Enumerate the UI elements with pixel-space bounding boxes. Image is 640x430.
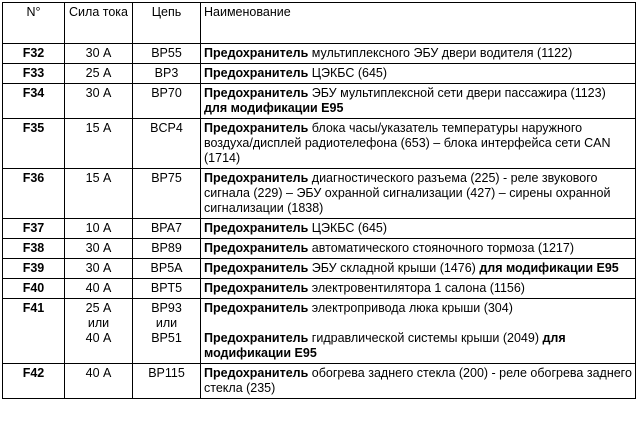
table-row xyxy=(3,259,636,279)
fuse-label: Предохранитель xyxy=(204,241,309,255)
fuse-detail: ЭБУ мультиплексной сети двери пассажира (1123) xyxy=(308,86,606,100)
fuse-description xyxy=(201,219,636,239)
fuse-circuit: BP75 xyxy=(133,169,201,219)
table-header-row xyxy=(3,3,636,44)
header-circuit: Цепь xyxy=(133,3,201,44)
fuse-current: 30 А xyxy=(65,84,133,119)
fuse-label: Предохранитель xyxy=(204,281,309,295)
fuse-current-option-a: 25 А xyxy=(85,301,112,315)
fuse-description xyxy=(201,259,636,279)
fuse-circuit: BCP4 xyxy=(133,119,201,169)
table-row-f42 xyxy=(3,364,636,399)
fuse-description xyxy=(201,364,636,399)
fuse-description xyxy=(201,84,636,119)
fuse-description xyxy=(201,239,636,259)
fuse-label: Предохранитель xyxy=(204,121,309,135)
fuse-number: F38 xyxy=(3,239,65,259)
fuse-description-b xyxy=(204,331,632,361)
fuse-current: 30 А xyxy=(65,44,133,64)
fuse-description xyxy=(201,279,636,299)
fuse-current xyxy=(65,299,133,364)
fuse-detail: электропривода люка крыши (304) xyxy=(308,301,513,315)
table-row xyxy=(3,239,636,259)
fuse-circuit-option-a: BP93 xyxy=(151,301,182,315)
fuse-description xyxy=(201,44,636,64)
fuse-description xyxy=(201,119,636,169)
header-number: N° xyxy=(3,3,65,44)
fuse-current: 10 А xyxy=(65,219,133,239)
fuse-number: F39 xyxy=(3,259,65,279)
fuse-circuit: BP3 xyxy=(133,64,201,84)
table-row xyxy=(3,64,636,84)
table-row xyxy=(3,169,636,219)
fuse-number: F34 xyxy=(3,84,65,119)
fuse-detail: обогрева заднего стекла (200) - реле обогрева заднего стекла (235) xyxy=(204,366,632,395)
fuse-modification: для модификации E95 xyxy=(204,101,344,115)
fuse-current-option-b: 40 А xyxy=(85,331,112,345)
fuse-current: 40 А xyxy=(65,279,133,299)
fuse-number: F32 xyxy=(3,44,65,64)
fuse-number: F40 xyxy=(3,279,65,299)
table-row xyxy=(3,44,636,64)
fuse-current: 40 А xyxy=(65,364,133,399)
fuse-number: F36 xyxy=(3,169,65,219)
fuse-current: 30 А xyxy=(65,239,133,259)
fuse-circuit: BPT5 xyxy=(133,279,201,299)
fuse-circuit xyxy=(133,299,201,364)
table-row-f41 xyxy=(3,299,636,364)
fuse-table xyxy=(2,2,636,399)
header-name: Наименование xyxy=(201,3,636,44)
fuse-circuit: BP70 xyxy=(133,84,201,119)
fuse-description xyxy=(201,169,636,219)
fuse-label: Предохранитель xyxy=(204,221,309,235)
fuse-label: Предохранитель xyxy=(204,46,309,60)
fuse-detail: блока часы/указатель температуры наружного воздуха/дисплей радиотелефона (653) – блока интерфейса сети CAN (1714) xyxy=(204,121,611,165)
fuse-label: Предохранитель xyxy=(204,301,309,315)
fuse-description-a xyxy=(204,301,632,316)
fuse-detail: ЦЭКБС (645) xyxy=(308,66,388,80)
fuse-current: 30 А xyxy=(65,259,133,279)
fuse-current: 15 А xyxy=(65,169,133,219)
fuse-circuit: BP5A xyxy=(133,259,201,279)
table-row xyxy=(3,279,636,299)
fuse-detail: мультиплексного ЭБУ двери водителя (1122) xyxy=(308,46,573,60)
fuse-circuit-option-b: BP51 xyxy=(151,331,182,345)
fuse-circuit-or: или xyxy=(155,316,178,330)
fuse-label: Предохранитель xyxy=(204,366,309,380)
fuse-description xyxy=(201,64,636,84)
spacer xyxy=(204,316,632,331)
fuse-detail: ЭБУ складной крыши (1476) xyxy=(308,261,480,275)
fuse-description xyxy=(201,299,636,364)
table-row xyxy=(3,119,636,169)
fuse-circuit: BP115 xyxy=(133,364,201,399)
fuse-modification: для модификации E95 xyxy=(204,331,566,360)
fuse-label: Предохранитель xyxy=(204,171,309,185)
fuse-number: F35 xyxy=(3,119,65,169)
fuse-label: Предохранитель xyxy=(204,86,309,100)
fuse-detail: диагностического разъема (225) - реле звукового сигнала (229) – ЭБУ охранной сигнализации (427) – сирены охранной сигнализации (1838) xyxy=(204,171,611,215)
fuse-current: 25 А xyxy=(65,64,133,84)
fuse-detail: автоматического стояночного тормоза (1217) xyxy=(308,241,574,255)
fuse-number: F37 xyxy=(3,219,65,239)
fuse-number: F42 xyxy=(3,364,65,399)
fuse-detail: гидравлической системы крыши (2049) xyxy=(308,331,543,345)
fuse-modification: для модификации E95 xyxy=(479,261,619,275)
fuse-label: Предохранитель xyxy=(204,331,309,345)
fuse-detail: ЦЭКБС (645) xyxy=(308,221,388,235)
fuse-current: 15 А xyxy=(65,119,133,169)
fuse-number: F33 xyxy=(3,64,65,84)
fuse-circuit: BPA7 xyxy=(133,219,201,239)
table-row xyxy=(3,219,636,239)
fuse-detail: электровентилятора 1 салона (1156) xyxy=(308,281,525,295)
fuse-current-or: или xyxy=(87,316,110,330)
fuse-circuit: BP55 xyxy=(133,44,201,64)
table-row xyxy=(3,84,636,119)
fuse-number: F41 xyxy=(3,299,65,364)
fuse-label: Предохранитель xyxy=(204,261,309,275)
fuse-label: Предохранитель xyxy=(204,66,309,80)
header-current: Сила тока xyxy=(65,3,133,44)
fuse-circuit: BP89 xyxy=(133,239,201,259)
